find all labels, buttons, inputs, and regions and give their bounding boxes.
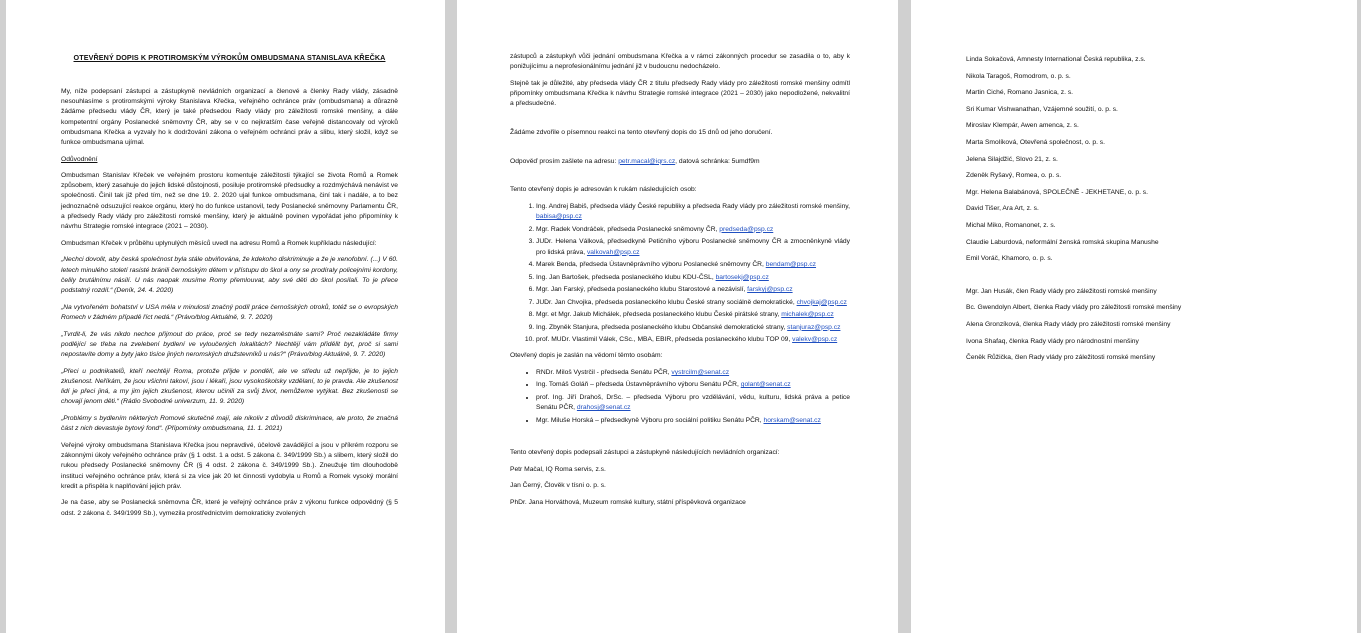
list-item-text: Marek Benda, předseda Ústavněprávního výboru Poslanecké sněmovny ČR, [536, 261, 766, 269]
list-item-text: prof. Ing. Jiří Drahoš, DrSc. – předseda Výboru pro vzdělávání, vědu, kulturu, lidská práva a petice Senátu PČR, [536, 393, 850, 412]
list-item [536, 368, 850, 378]
quote-1: „Nechci dovolit, aby česká společnost byla stále obviňována, že kdekoho diskriminuje a že je xenofobní. (...) V 60. letech minulého století rasisté bránili černošským dětem v přístupu do škol a ony se prodíraly policejními kordony, čelily brutálnímu násilí. U nás naopak musíme Romy přemlouvat, aby své děti do škol posílali. To je přece podstatný rozdíl.“ (Deník, 24. 4. 2020) [61, 256, 398, 294]
signer-line: Miroslav Klempár, Awen amenca, z. s. [966, 122, 1079, 130]
list-item [536, 298, 850, 308]
paragraph-continuation: zástupců a zástupkyň vůči jednání ombudsmana Křečka a v rámci zákonných procedur se zasadila o to, aby k ponižujícímu a neprofesionálnímu jednání již v budoucnu nedocházelo. [510, 53, 850, 71]
document-page-3 [911, 0, 1357, 633]
paragraph-quotes-intro: Ombudsman Křeček v průběhu uplynulých měsíců uvedl na adresu Romů a Romek kupříkladu následující: [61, 239, 377, 247]
list-item [536, 285, 850, 295]
paragraph-reply [510, 157, 850, 167]
signer-line: Emil Voráč, Khamoro, o. p. s. [966, 255, 1053, 263]
signer-line: Alena Gronzíková, členka Rady vlády pro záležitosti romské menšiny [966, 320, 1171, 328]
email-link[interactable]: vystrcilm@senat.cz [671, 368, 730, 376]
paragraph-signed-intro: Tento otevřený dopis podepsali zástupci a zástupkyně následujících nevládních organizací: [510, 448, 780, 456]
list-item-text: JUDr. Jan Chvojka, předseda poslaneckého klubu České strany sociálně demokratické, [536, 298, 797, 306]
paragraph-call: Je na čase, aby se Poslanecká sněmovna ČR, které je veřejný ochránce práv z výkonu funkce odpovědný (§ 5 odst. 2 zákona č. 349/1999 Sb.), vymezila prostřednictvím demokraticky zvolených [61, 499, 398, 517]
quote-2: „Na vytvořeném bohatství v USA měla v minulosti značný podíl práce černošských otroků, totéž se o evropských Romech v žádném případě říct nedá.“ (Právo/blog Aktuálně, 9. 7. 2020) [61, 303, 398, 321]
quote-5: „Problémy s bydlením některých Romové skutečně mají, ale nikoliv z důvodů diskriminace, ale proto, že značná část z nich devastuje bytový fond“. (Připomínky ombudsmana, 11. 1. 2021) [61, 414, 398, 433]
signers-list [510, 465, 850, 508]
signer-line: Marta Smolíková, Otevřená společnost, o. p. s. [966, 138, 1106, 146]
signer-line: Nikola Taragoš, Romodrom, o. p. s. [966, 72, 1071, 80]
signer-line: Jan Černý, Člověk v tísni o. p. s. [510, 482, 606, 490]
email-link[interactable]: valekv@psp.cz [792, 336, 838, 344]
email-link[interactable]: bendam@psp.cz [765, 261, 817, 269]
list-item-text: Mgr. et Mgr. Jakub Michálek, předseda poslaneckého klubu České pirátské strany, [536, 311, 782, 319]
quote-4: „Přeci u podnikatelů, kteří nechtějí Roma, protože přijde v pondělí, ale ve středu už nepřijde, je to jejich zkušenost. Neříkám, že jsou všichni takoví, jsou i lékaři, jsou vysokoškolsky vzdělaní, to je pravda. Ale zkušenost lidí je přeci jiná, a my jim jejich zkušenost, kterou učinili za svůj život, nemůžeme vytýkat. Bez zkušenosti se chovají jenom děti.“ (Rádio Svobodné univerzum, 11. 9. 2020) [61, 367, 398, 406]
list-item [536, 393, 850, 413]
email-link[interactable]: stanjuraz@psp.cz [787, 323, 841, 331]
email-link[interactable]: bartosekj@psp.cz [715, 273, 769, 281]
email-link[interactable]: predseda@psp.cz [719, 225, 774, 233]
list-item [536, 310, 850, 320]
email-link[interactable]: horskam@senat.cz [763, 416, 821, 424]
list-item-text: RNDr. Miloš Vystrčil - předseda Senátu PČR, [536, 368, 672, 376]
council-signers-list [966, 287, 1327, 364]
list-item-text: Ing. Andrej Babiš, předseda vlády České republiky a předseda Rady vlády pro záležitosti romské menšiny, [536, 203, 850, 211]
list-item-text: JUDr. Helena Válková, předsedkyně Petičního výboru Poslanecké sněmovny ČR a zmocněnkyně vlády pro lidská práva, [536, 238, 850, 256]
list-item [536, 416, 850, 426]
email-link[interactable]: farskyj@psp.cz [747, 286, 793, 294]
signer-line: Ivona Shafaq, členka Rady vlády pro národnostní menšiny [966, 337, 1139, 345]
list-item-text: Ing. Zbyněk Stanjura, předseda poslaneckého klubu Občanské demokratické strany, [536, 323, 788, 331]
paragraph-cc-intro: Otevřený dopis je zaslán na vědomí těmto osobám: [510, 352, 663, 360]
paragraph-context: Ombudsman Stanislav Křeček ve veřejném prostoru komentuje záležitosti týkající se života Romů a Romek způsobem, který zasahuje do jejich lidské důstojnosti, posiluje protiromské předsudky a rozdmýchává nenávist ve společnosti. Činil tak již před tím, než se dne 19. 2. 2020 ujal funkce ombudsmana, činí tak i nadále, a to bez jednoznačně odsuzující reakce orgánu, který ho do funkce ustanovil, tedy Poslanecké sněmovny Parlamentu ČR, a předsedy Rady vlády pro záležitosti romské menšiny, který je aktuálně povinen vypořádat jeho připomínky k návrhu Strategie romské integrace (2021 – 2030). [61, 171, 398, 230]
paragraph-addressed: Tento otevřený dopis je adresován k rukám následujících osob: [510, 186, 697, 194]
signer-line: Claudie Laburdová, neformální ženská romská skupina Manushe [966, 238, 1159, 246]
paragraph-assessment: Veřejné výroky ombudsmana Stanislava Křečka jsou nepravdivé, účelově zavádějící a jsou v příkrém rozporu se zákonnými úkoly veřejného ochránce práv (§ 1 odst. 1 a odst. 5 zákona č. 349/1999 Sb.) a slibem, který složil do rukou předsedy Poslanecké sněmovny ČR (§ 4 odst. 2 zákona č. 349/1999 Sb.). Zneužuje tím dlouhodobě instituci veřejného ochránce práv, která si za více jak 20 let činnosti vydobyla u Romů a Romek vysoký morální kredit a přispěla k naplňování jejich práv. [61, 441, 398, 490]
document-page-2 [457, 0, 898, 633]
signer-line: PhDr. Jana Horváthová, Muzeum romské kultury, státní příspěvková organizace [510, 498, 746, 506]
list-item-text: Mgr. Miluše Horská – předsedkyně Výboru pro sociální politiku Senátu PČR, [536, 416, 764, 424]
reply-email-link[interactable]: petr.macal@iqrs.cz [618, 157, 676, 165]
paragraph-intro: My, níže podepsaní zástupci a zástupkyně nevládních organizací a členové a členky Rady vlády, zásadně nesouhlasíme s protiromskými výroky Stanislava Křečka, veřejného ochránce práv (ombudsmana) a důrazně žádáme předsedu vlády ČR, který je také předsedou Rady vlády pro záležitosti romské menšiny, a dále kompetentní orgány Poslanecké sněmovny ČR, aby se v co nejkratším čase veřejně distancovaly od výroků ombudsmana Křečka a vyzvaly ho k dodržování zákona o veřejném ochránci práv a slibu, který složil, když se funkce ombudsmana ujímal. [61, 88, 398, 147]
list-item-text: prof. MUDr. Vlastimil Válek, CSc., MBA, EBIR, předseda poslaneckého klubu TOP 09, [536, 336, 793, 344]
document-page-1 [6, 0, 445, 633]
email-link[interactable]: babisa@psp.cz [536, 213, 582, 221]
email-link[interactable]: michalek@psp.cz [781, 311, 834, 319]
section-heading-justification: Odůvodnění [61, 155, 98, 163]
signer-line: Jelena Silajdžić, Slovo 21, z. s. [966, 155, 1058, 163]
signer-line: Bc. Gwendolyn Albert, členka Rady vlády pro záležitosti romské menšiny [966, 304, 1182, 312]
signer-line: Martin Ciché, Romano Jasnica, z. s. [966, 89, 1074, 97]
list-item [536, 202, 850, 222]
cc-list [510, 368, 850, 426]
signer-line: David Tišer, Ara Art, z. s. [966, 205, 1039, 213]
list-item [536, 237, 850, 257]
list-item [536, 260, 850, 270]
email-link[interactable]: valkovah@psp.cz [586, 248, 640, 256]
list-item-text: Ing. Jan Bartošek, předseda poslaneckého klubu KDU-ČSL, [536, 273, 716, 281]
paragraph-request: Žádáme zdvořile o písemnou reakci na tento otevřený dopis do 15 dnů od jeho doručení. [510, 129, 773, 137]
signer-line: Mgr. Helena Balabánová, SPOLEČNĚ - JEKHETANE, o. p. s. [966, 188, 1149, 196]
list-item-text: Ing. Tomáš Goláň – předseda Ústavněprávního výboru Senátu PČR, [536, 381, 741, 389]
email-link[interactable]: drahosj@senat.cz [576, 404, 631, 412]
paragraph-also: Stejně tak je důležité, aby předseda vlády ČR z titulu předsedy Rady vlády pro záležitosti romské menšiny odmítl připomínky ombudsmana Křečka k návrhu Strategie romské integrace (2021 – 2030) jako nepodložené, nekvalitní a předsudečné. [510, 79, 850, 108]
list-item [536, 335, 850, 345]
quote-3: „Tvrdit-li, že vás nikdo nechce přijmout do práce, proč se tedy nezaměstnáte sami? Proč nezakládáte firmy podlějící se třeba na zvelebení bydlení ve vyloučených lokalitách? Nechtějí vám přidělit byt, proč si sami nepostavíte domy a byty jako tisíce jiných neromských družstevníků u nás?“ (Právo/blog Aktuálně, 9. 7. 2020) [61, 330, 398, 358]
signer-line: Sri Kumar Vishwanathan, Vzájemné soužití, o. p. s. [966, 105, 1118, 113]
list-item [536, 323, 850, 333]
signer-line: Linda Sokačová, Amnesty International Česká republika, z.s. [966, 56, 1146, 63]
list-item-text: Mgr. Radek Vondráček, předseda Poslanecké sněmovny ČR, [536, 225, 720, 233]
email-link[interactable]: golant@senat.cz [740, 381, 791, 389]
reply-suffix: , datová schránka: 5umdf9m [675, 157, 760, 165]
signer-line: Čeněk Růžička, člen Rady vlády pro záležitosti romské menšiny [966, 354, 1156, 362]
signer-line: Petr Mačal, IQ Roma servis, z.s. [510, 465, 606, 473]
org-signers-list [966, 55, 1327, 264]
email-link[interactable]: chvojkaj@psp.cz [796, 298, 847, 306]
list-item [536, 225, 850, 235]
recipients-list [510, 202, 850, 345]
reply-prefix: Odpověď prosím zašlete na adresu: [510, 157, 619, 165]
list-item [536, 273, 850, 283]
signer-line: Mgr. Jan Husák, člen Rady vlády pro záležitosti romské menšiny [966, 287, 1157, 295]
list-item-text: Mgr. Jan Farský, předseda poslaneckého klubu Starostové a nezávislí, [536, 286, 748, 294]
signer-line: Michal Miko, Romanonet, z. s. [966, 221, 1056, 229]
signer-line: Zdeněk Ryšavý, Romea, o. p. s. [966, 172, 1062, 180]
letter-title: OTEVŘENÝ DOPIS K PROTIROMSKÝM VÝROKŮM OMBUDSMANA STANISLAVA KŘEČKA [73, 53, 386, 62]
list-item [536, 380, 850, 390]
